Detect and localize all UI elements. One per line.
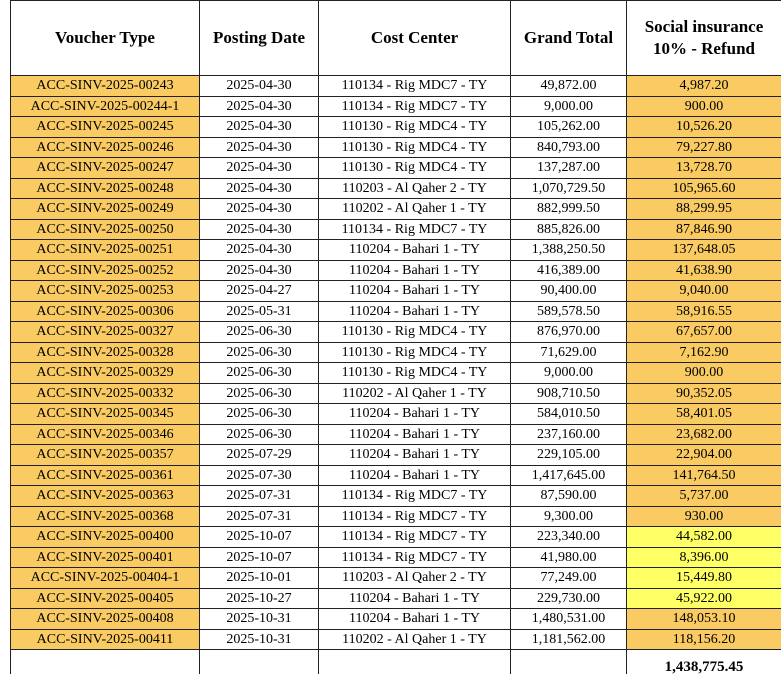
cell-grand-total[interactable]: 1,480,531.00 xyxy=(511,609,627,630)
cell-grand-total[interactable]: 49,872.00 xyxy=(511,76,627,97)
cell-cost-center[interactable]: 110134 - Rig MDC7 - TY xyxy=(319,547,511,568)
table-row xyxy=(11,76,781,97)
cell-posting-date[interactable]: 2025-07-31 xyxy=(200,506,319,527)
cell-posting-date[interactable]: 2025-04-27 xyxy=(200,281,319,302)
cell-posting-date[interactable]: 2025-04-30 xyxy=(200,260,319,281)
footer-cell-empty[interactable] xyxy=(511,650,627,674)
spreadsheet-table-container xyxy=(10,0,781,674)
cell-cost-center[interactable]: 110134 - Rig MDC7 - TY xyxy=(319,506,511,527)
cell-grand-total[interactable]: 1,181,562.00 xyxy=(511,629,627,650)
cell-cost-center[interactable]: 110202 - Al Qaher 1 - TY xyxy=(319,199,511,220)
cell-social-insurance[interactable]: 118,156.20 xyxy=(627,629,781,650)
cell-grand-total[interactable]: 137,287.00 xyxy=(511,158,627,179)
cell-voucher-type[interactable]: ACC-SINV-2025-00253 xyxy=(11,281,200,302)
cell-voucher-type[interactable]: ACC-SINV-2025-00357 xyxy=(11,445,200,466)
cell-posting-date[interactable]: 2025-04-30 xyxy=(200,178,319,199)
cell-social-insurance[interactable]: 58,401.05 xyxy=(627,404,781,425)
cell-grand-total[interactable]: 9,000.00 xyxy=(511,96,627,117)
cell-posting-date[interactable]: 2025-10-27 xyxy=(200,588,319,609)
cell-voucher-type[interactable]: ACC-SINV-2025-00346 xyxy=(11,424,200,445)
cell-social-insurance[interactable]: 9,040.00 xyxy=(627,281,781,302)
cell-grand-total[interactable]: 1,388,250.50 xyxy=(511,240,627,261)
header-voucher-type[interactable]: Voucher Type xyxy=(11,1,200,76)
cell-posting-date[interactable]: 2025-04-30 xyxy=(200,219,319,240)
header-cost-center[interactable]: Cost Center xyxy=(319,1,511,76)
cell-social-insurance[interactable]: 90,352.05 xyxy=(627,383,781,404)
table-row xyxy=(11,322,781,343)
cell-voucher-type[interactable]: ACC-SINV-2025-00368 xyxy=(11,506,200,527)
cell-social-insurance[interactable]: 105,965.60 xyxy=(627,178,781,199)
cell-voucher-type[interactable]: ACC-SINV-2025-00248 xyxy=(11,178,200,199)
cell-voucher-type[interactable]: ACC-SINV-2025-00243 xyxy=(11,76,200,97)
table-body xyxy=(11,76,781,650)
cell-voucher-type[interactable]: ACC-SINV-2025-00247 xyxy=(11,158,200,179)
cell-social-insurance[interactable]: 22,904.00 xyxy=(627,445,781,466)
cell-cost-center[interactable]: 110134 - Rig MDC7 - TY xyxy=(319,96,511,117)
footer-cell-empty[interactable] xyxy=(200,650,319,674)
cell-cost-center[interactable]: 110204 - Bahari 1 - TY xyxy=(319,465,511,486)
cell-voucher-type[interactable]: ACC-SINV-2025-00245 xyxy=(11,117,200,138)
cell-posting-date[interactable]: 2025-04-30 xyxy=(200,117,319,138)
cell-posting-date[interactable]: 2025-06-30 xyxy=(200,404,319,425)
cell-social-insurance[interactable]: 87,846.90 xyxy=(627,219,781,240)
cell-posting-date[interactable]: 2025-06-30 xyxy=(200,342,319,363)
cell-posting-date[interactable]: 2025-06-30 xyxy=(200,363,319,384)
cell-grand-total[interactable]: 9,000.00 xyxy=(511,363,627,384)
cell-grand-total[interactable]: 584,010.50 xyxy=(511,404,627,425)
table-row xyxy=(11,404,781,425)
footer-row xyxy=(11,650,781,674)
cell-posting-date[interactable]: 2025-04-30 xyxy=(200,76,319,97)
cell-grand-total[interactable]: 229,730.00 xyxy=(511,588,627,609)
table-row xyxy=(11,547,781,568)
cell-social-insurance[interactable]: 900.00 xyxy=(627,96,781,117)
cell-voucher-type[interactable]: ACC-SINV-2025-00345 xyxy=(11,404,200,425)
table-row xyxy=(11,219,781,240)
cell-cost-center[interactable]: 110204 - Bahari 1 - TY xyxy=(319,445,511,466)
cell-posting-date[interactable]: 2025-10-31 xyxy=(200,629,319,650)
cell-posting-date[interactable]: 2025-07-31 xyxy=(200,486,319,507)
header-social-insurance[interactable] xyxy=(627,1,781,76)
cell-cost-center[interactable]: 110134 - Rig MDC7 - TY xyxy=(319,486,511,507)
cell-grand-total[interactable]: 840,793.00 xyxy=(511,137,627,158)
cell-social-insurance[interactable]: 5,737.00 xyxy=(627,486,781,507)
cell-grand-total[interactable]: 229,105.00 xyxy=(511,445,627,466)
cell-cost-center[interactable]: 110204 - Bahari 1 - TY xyxy=(319,588,511,609)
voucher-table xyxy=(10,0,781,674)
cell-social-insurance[interactable]: 137,648.05 xyxy=(627,240,781,261)
cell-grand-total[interactable]: 885,826.00 xyxy=(511,219,627,240)
cell-voucher-type[interactable]: ACC-SINV-2025-00328 xyxy=(11,342,200,363)
cell-grand-total[interactable]: 589,578.50 xyxy=(511,301,627,322)
table-footer xyxy=(11,650,781,674)
table-row xyxy=(11,96,781,117)
cell-grand-total[interactable]: 41,980.00 xyxy=(511,547,627,568)
cell-grand-total[interactable]: 237,160.00 xyxy=(511,424,627,445)
cell-posting-date[interactable]: 2025-04-30 xyxy=(200,96,319,117)
cell-cost-center[interactable]: 110130 - Rig MDC4 - TY xyxy=(319,363,511,384)
cell-grand-total[interactable]: 105,262.00 xyxy=(511,117,627,138)
cell-grand-total[interactable]: 87,590.00 xyxy=(511,486,627,507)
table-row xyxy=(11,240,781,261)
cell-voucher-type[interactable]: ACC-SINV-2025-00332 xyxy=(11,383,200,404)
cell-posting-date[interactable]: 2025-10-31 xyxy=(200,609,319,630)
table-row xyxy=(11,363,781,384)
cell-cost-center[interactable]: 110204 - Bahari 1 - TY xyxy=(319,281,511,302)
cell-voucher-type[interactable]: ACC-SINV-2025-00363 xyxy=(11,486,200,507)
cell-posting-date[interactable]: 2025-07-30 xyxy=(200,465,319,486)
cell-grand-total[interactable]: 90,400.00 xyxy=(511,281,627,302)
cell-social-insurance[interactable]: 58,916.55 xyxy=(627,301,781,322)
cell-social-insurance[interactable]: 8,396.00 xyxy=(627,547,781,568)
cell-voucher-type[interactable]: ACC-SINV-2025-00249 xyxy=(11,199,200,220)
table-row xyxy=(11,588,781,609)
header-social-insurance-line1: Social insurance xyxy=(645,17,764,36)
cell-voucher-type[interactable]: ACC-SINV-2025-00244-1 xyxy=(11,96,200,117)
table-row xyxy=(11,158,781,179)
cell-grand-total[interactable]: 876,970.00 xyxy=(511,322,627,343)
table-row xyxy=(11,445,781,466)
cell-posting-date[interactable]: 2025-10-01 xyxy=(200,568,319,589)
cell-cost-center[interactable]: 110204 - Bahari 1 - TY xyxy=(319,260,511,281)
footer-cell-empty[interactable] xyxy=(319,650,511,674)
table-row xyxy=(11,568,781,589)
table-row xyxy=(11,137,781,158)
cell-cost-center[interactable]: 110134 - Rig MDC7 - TY xyxy=(319,76,511,97)
header-grand-total[interactable]: Grand Total xyxy=(511,1,627,76)
cell-cost-center[interactable]: 110203 - Al Qaher 2 - TY xyxy=(319,568,511,589)
table-header xyxy=(11,1,781,76)
cell-cost-center[interactable]: 110134 - Rig MDC7 - TY xyxy=(319,219,511,240)
table-row xyxy=(11,260,781,281)
cell-posting-date[interactable]: 2025-06-30 xyxy=(200,322,319,343)
cell-cost-center[interactable]: 110202 - Al Qaher 1 - TY xyxy=(319,383,511,404)
cell-voucher-type[interactable]: ACC-SINV-2025-00250 xyxy=(11,219,200,240)
cell-posting-date[interactable]: 2025-04-30 xyxy=(200,199,319,220)
table-row xyxy=(11,465,781,486)
cell-cost-center[interactable]: 110204 - Bahari 1 - TY xyxy=(319,609,511,630)
cell-grand-total[interactable]: 223,340.00 xyxy=(511,527,627,548)
header-row xyxy=(11,1,781,76)
table-row xyxy=(11,506,781,527)
table-row xyxy=(11,609,781,630)
cell-voucher-type[interactable]: ACC-SINV-2025-00411 xyxy=(11,629,200,650)
cell-voucher-type[interactable]: ACC-SINV-2025-00404-1 xyxy=(11,568,200,589)
cell-voucher-type[interactable]: ACC-SINV-2025-00401 xyxy=(11,547,200,568)
cell-social-insurance[interactable]: 4,987.20 xyxy=(627,76,781,97)
cell-social-insurance[interactable]: 148,053.10 xyxy=(627,609,781,630)
cell-cost-center[interactable]: 110134 - Rig MDC7 - TY xyxy=(319,527,511,548)
table-row xyxy=(11,281,781,302)
cell-social-insurance[interactable]: 23,682.00 xyxy=(627,424,781,445)
cell-voucher-type[interactable]: ACC-SINV-2025-00306 xyxy=(11,301,200,322)
cell-grand-total[interactable]: 1,417,645.00 xyxy=(511,465,627,486)
cell-voucher-type[interactable]: ACC-SINV-2025-00329 xyxy=(11,363,200,384)
cell-posting-date[interactable]: 2025-10-07 xyxy=(200,527,319,548)
cell-cost-center[interactable]: 110204 - Bahari 1 - TY xyxy=(319,240,511,261)
cell-social-insurance[interactable]: 88,299.95 xyxy=(627,199,781,220)
cell-posting-date[interactable]: 2025-04-30 xyxy=(200,137,319,158)
table-row xyxy=(11,527,781,548)
footer-social-insurance-total[interactable]: 1,438,775.45 xyxy=(627,650,781,674)
cell-posting-date[interactable]: 2025-07-29 xyxy=(200,445,319,466)
cell-social-insurance[interactable]: 10,526.20 xyxy=(627,117,781,138)
cell-posting-date[interactable]: 2025-06-30 xyxy=(200,424,319,445)
cell-voucher-type[interactable]: ACC-SINV-2025-00400 xyxy=(11,527,200,548)
cell-posting-date[interactable]: 2025-05-31 xyxy=(200,301,319,322)
cell-grand-total[interactable]: 9,300.00 xyxy=(511,506,627,527)
cell-grand-total[interactable]: 1,070,729.50 xyxy=(511,178,627,199)
cell-cost-center[interactable]: 110130 - Rig MDC4 - TY xyxy=(319,158,511,179)
cell-social-insurance[interactable]: 67,657.00 xyxy=(627,322,781,343)
cell-posting-date[interactable]: 2025-04-30 xyxy=(200,240,319,261)
cell-voucher-type[interactable]: ACC-SINV-2025-00327 xyxy=(11,322,200,343)
cell-social-insurance[interactable]: 930.00 xyxy=(627,506,781,527)
cell-cost-center[interactable]: 110204 - Bahari 1 - TY xyxy=(319,404,511,425)
cell-social-insurance[interactable]: 7,162.90 xyxy=(627,342,781,363)
table-row xyxy=(11,301,781,322)
cell-grand-total[interactable]: 882,999.50 xyxy=(511,199,627,220)
cell-cost-center[interactable]: 110130 - Rig MDC4 - TY xyxy=(319,137,511,158)
cell-posting-date[interactable]: 2025-10-07 xyxy=(200,547,319,568)
cell-social-insurance[interactable]: 900.00 xyxy=(627,363,781,384)
cell-cost-center[interactable]: 110130 - Rig MDC4 - TY xyxy=(319,342,511,363)
cell-posting-date[interactable]: 2025-04-30 xyxy=(200,158,319,179)
cell-grand-total[interactable]: 416,389.00 xyxy=(511,260,627,281)
cell-voucher-type[interactable]: ACC-SINV-2025-00251 xyxy=(11,240,200,261)
cell-social-insurance[interactable]: 44,582.00 xyxy=(627,527,781,548)
cell-voucher-type[interactable]: ACC-SINV-2025-00246 xyxy=(11,137,200,158)
table-row xyxy=(11,178,781,199)
cell-social-insurance[interactable]: 45,922.00 xyxy=(627,588,781,609)
cell-cost-center[interactable]: 110204 - Bahari 1 - TY xyxy=(319,301,511,322)
cell-posting-date[interactable]: 2025-06-30 xyxy=(200,383,319,404)
header-social-insurance-line2: 10% - Refund xyxy=(653,39,755,58)
cell-social-insurance[interactable]: 79,227.80 xyxy=(627,137,781,158)
cell-voucher-type[interactable]: ACC-SINV-2025-00361 xyxy=(11,465,200,486)
table-row xyxy=(11,342,781,363)
cell-cost-center[interactable]: 110202 - Al Qaher 1 - TY xyxy=(319,629,511,650)
cell-cost-center[interactable]: 110204 - Bahari 1 - TY xyxy=(319,424,511,445)
cell-social-insurance[interactable]: 141,764.50 xyxy=(627,465,781,486)
footer-cell-empty[interactable] xyxy=(11,650,200,674)
table-row xyxy=(11,117,781,138)
cell-cost-center[interactable]: 110130 - Rig MDC4 - TY xyxy=(319,117,511,138)
cell-grand-total[interactable]: 908,710.50 xyxy=(511,383,627,404)
cell-voucher-type[interactable]: ACC-SINV-2025-00405 xyxy=(11,588,200,609)
cell-social-insurance[interactable]: 41,638.90 xyxy=(627,260,781,281)
cell-grand-total[interactable]: 71,629.00 xyxy=(511,342,627,363)
header-posting-date[interactable]: Posting Date xyxy=(200,1,319,76)
cell-social-insurance[interactable]: 15,449.80 xyxy=(627,568,781,589)
cell-cost-center[interactable]: 110203 - Al Qaher 2 - TY xyxy=(319,178,511,199)
table-row xyxy=(11,199,781,220)
table-row xyxy=(11,383,781,404)
cell-grand-total[interactable]: 77,249.00 xyxy=(511,568,627,589)
cell-voucher-type[interactable]: ACC-SINV-2025-00252 xyxy=(11,260,200,281)
cell-voucher-type[interactable]: ACC-SINV-2025-00408 xyxy=(11,609,200,630)
cell-social-insurance[interactable]: 13,728.70 xyxy=(627,158,781,179)
cell-cost-center[interactable]: 110130 - Rig MDC4 - TY xyxy=(319,322,511,343)
table-row xyxy=(11,629,781,650)
table-row xyxy=(11,486,781,507)
table-row xyxy=(11,424,781,445)
